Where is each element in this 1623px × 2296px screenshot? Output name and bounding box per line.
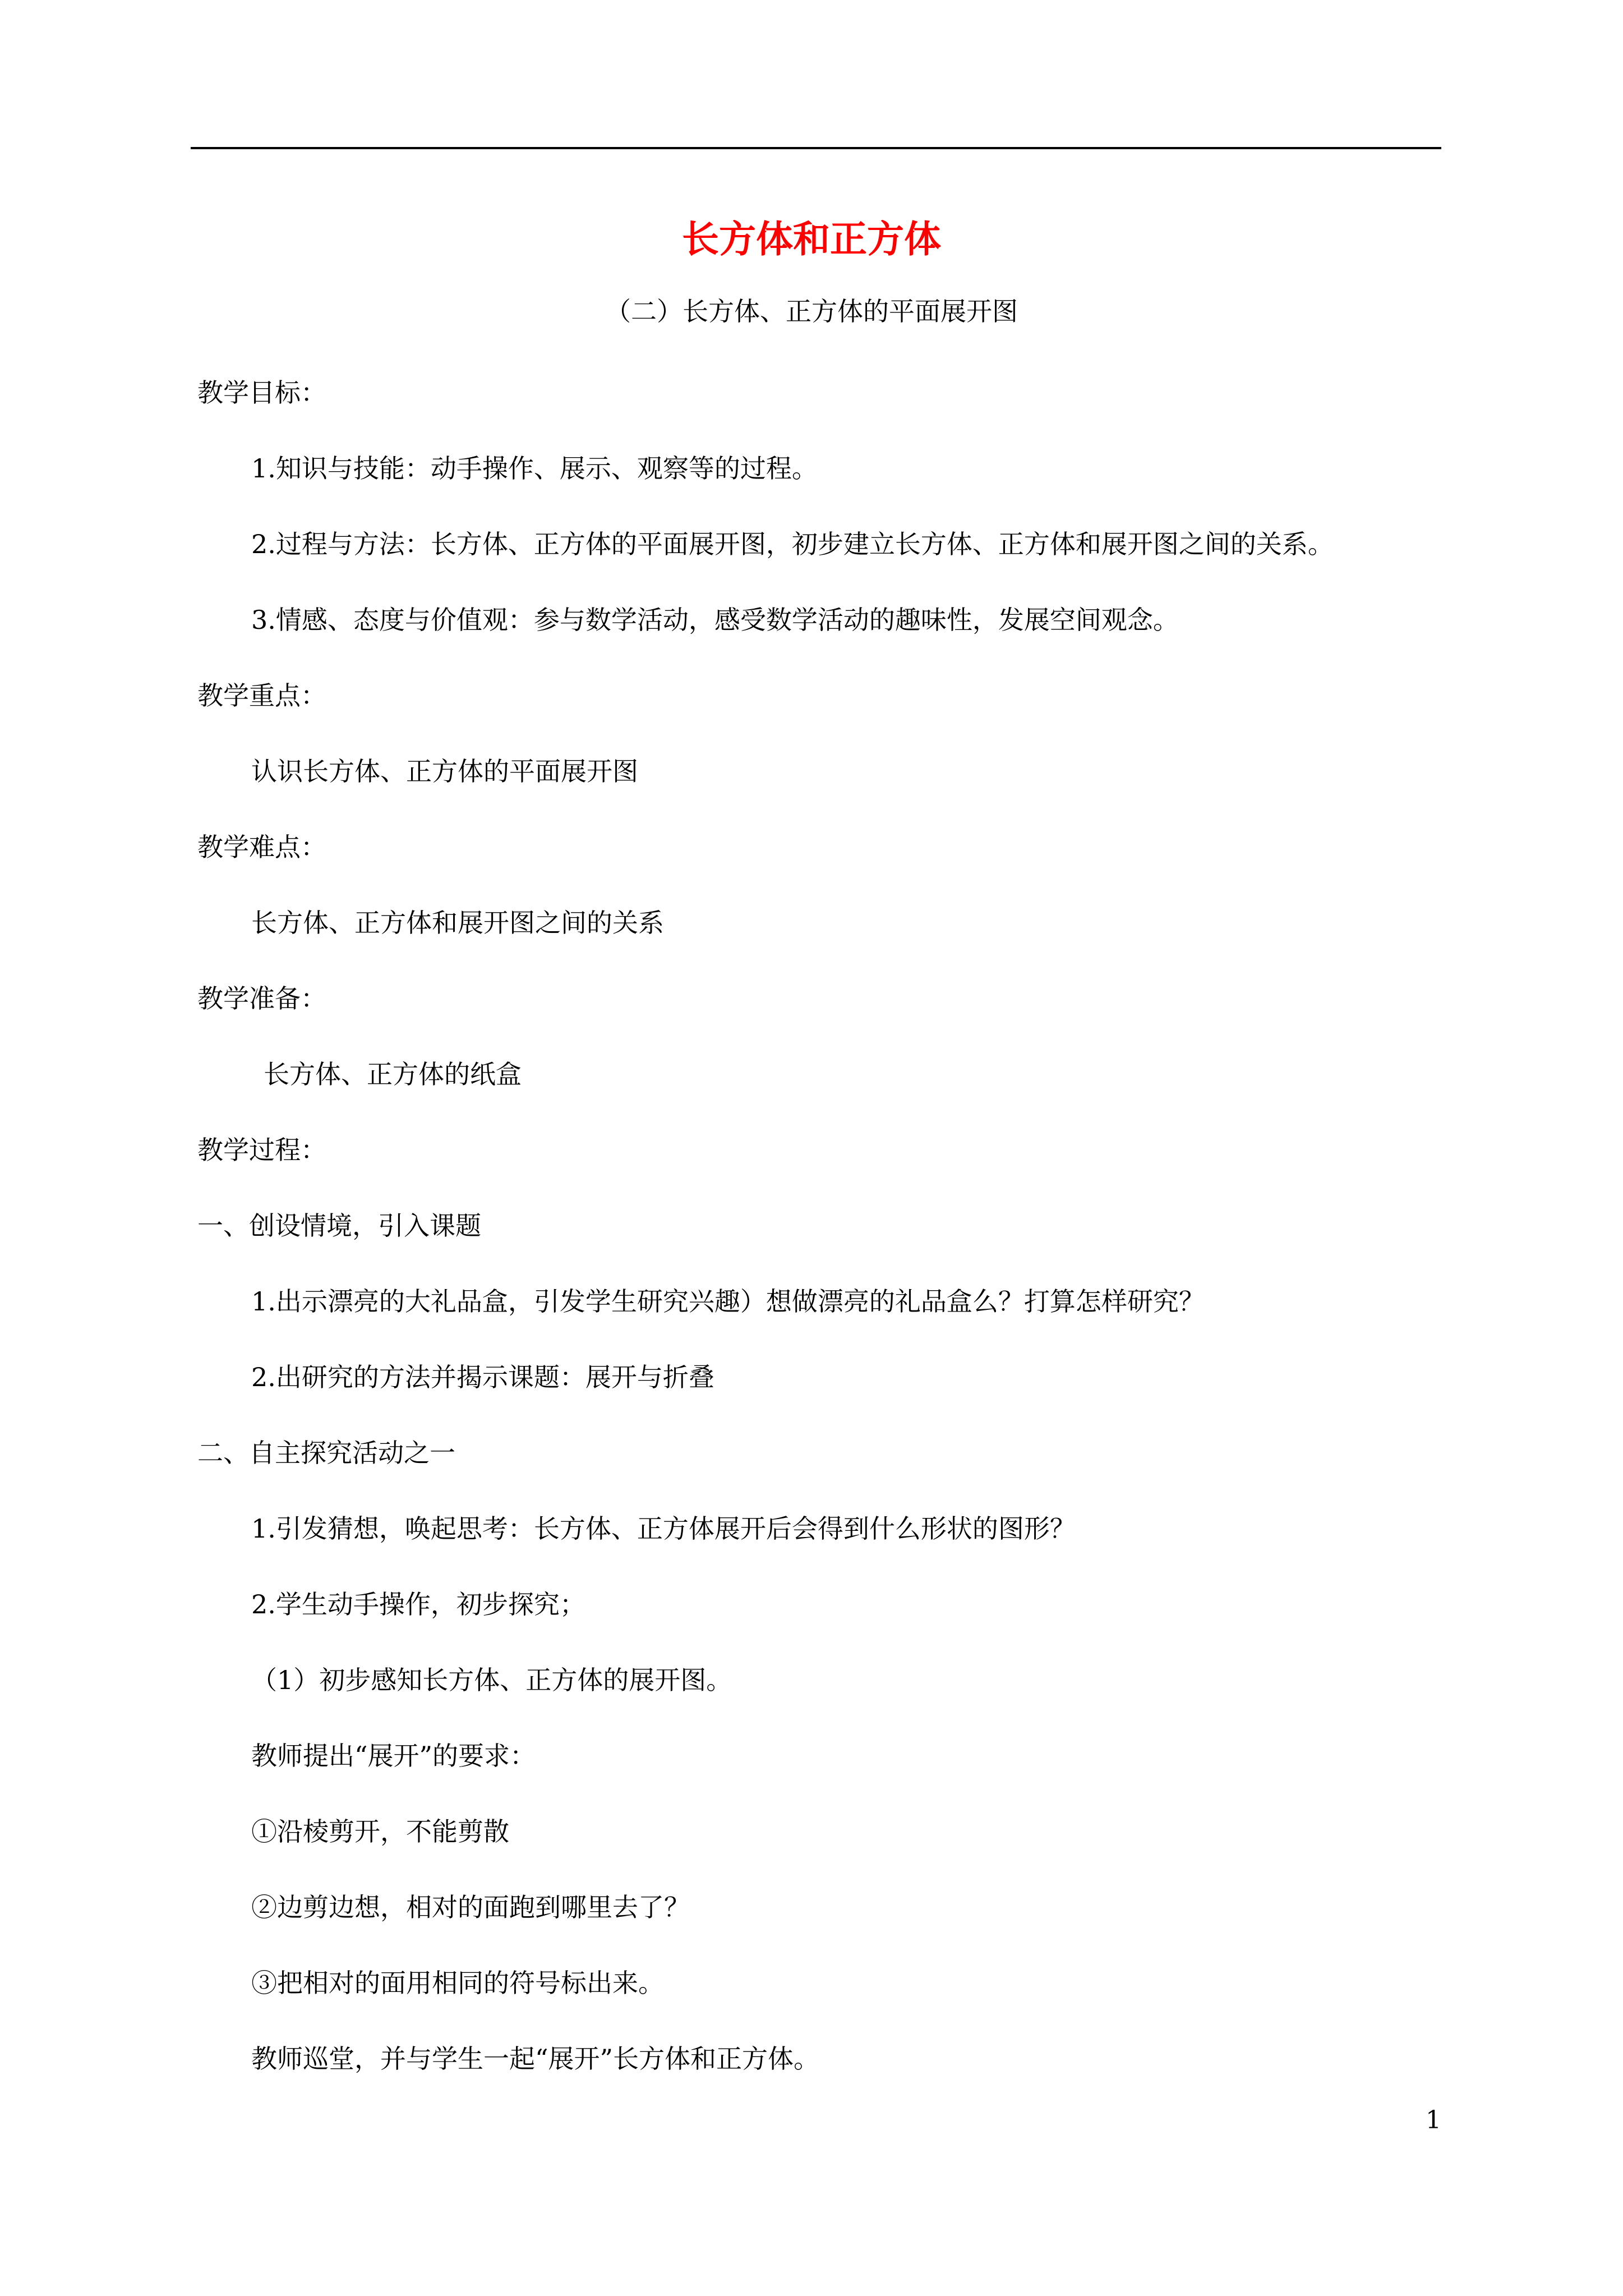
preparation-text: 长方体、正方体的纸盒 [264,1059,522,1089]
page-number: 1 [1426,2106,1441,2134]
process-part-2-item-2: 2.学生动手操作，初步探究； [251,1589,585,1619]
section-heading-key-points: 教学重点： [197,680,326,711]
process-part-1-heading: 一、创设情境，引入课题 [197,1211,481,1241]
requirement-item-3: ③把相对的面用相同的符号标出来。 [251,1968,664,1998]
objective-item-2: 2.过程与方法：长方体、正方体的平面展开图，初步建立长方体、正方体和展开图之间的关系。 [251,529,1334,559]
objective-item-1: 1.知识与技能：动手操作、展示、观察等的过程。 [251,453,818,484]
teacher-patrol-text: 教师巡堂，并与学生一起“展开”长方体和正方体。 [251,2044,820,2074]
section-heading-objectives: 教学目标： [197,378,326,408]
section-heading-process: 教学过程： [197,1135,326,1165]
requirement-item-1: ①沿棱剪开，不能剪散 [251,1816,509,1847]
key-point-text: 认识长方体、正方体的平面展开图 [251,756,638,786]
process-part-1-item-2: 2.出研究的方法并揭示课题：展开与折叠 [251,1362,714,1392]
difficulty-text: 长方体、正方体和展开图之间的关系 [251,908,664,938]
section-heading-preparation: 教学准备： [197,983,326,1014]
header-rule [191,147,1441,149]
process-part-2-heading: 二、自主探究活动之一 [197,1438,455,1468]
objective-item-3: 3.情感、态度与价值观：参与数学活动，感受数学活动的趣味性，发展空间观念。 [251,605,1179,635]
document-title: 长方体和正方体 [682,217,941,261]
section-heading-difficulties: 教学难点： [197,832,326,862]
process-part-2-item-1: 1.引发猜想，唤起思考：长方体、正方体展开后会得到什么形状的图形？ [251,1513,1076,1544]
teacher-requirement-intro: 教师提出“展开”的要求： [251,1741,536,1771]
document-subtitle: （二）长方体、正方体的平面展开图 [605,296,1018,326]
process-part-2-subitem-1: （1）初步感知长方体、正方体的展开图。 [251,1665,732,1695]
requirement-item-2: ②边剪边想，相对的面跑到哪里去了？ [251,1892,690,1922]
process-part-1-item-1: 1.出示漂亮的大礼品盒，引发学生研究兴趣）想做漂亮的礼品盒么？打算怎样研究？ [251,1286,1205,1317]
